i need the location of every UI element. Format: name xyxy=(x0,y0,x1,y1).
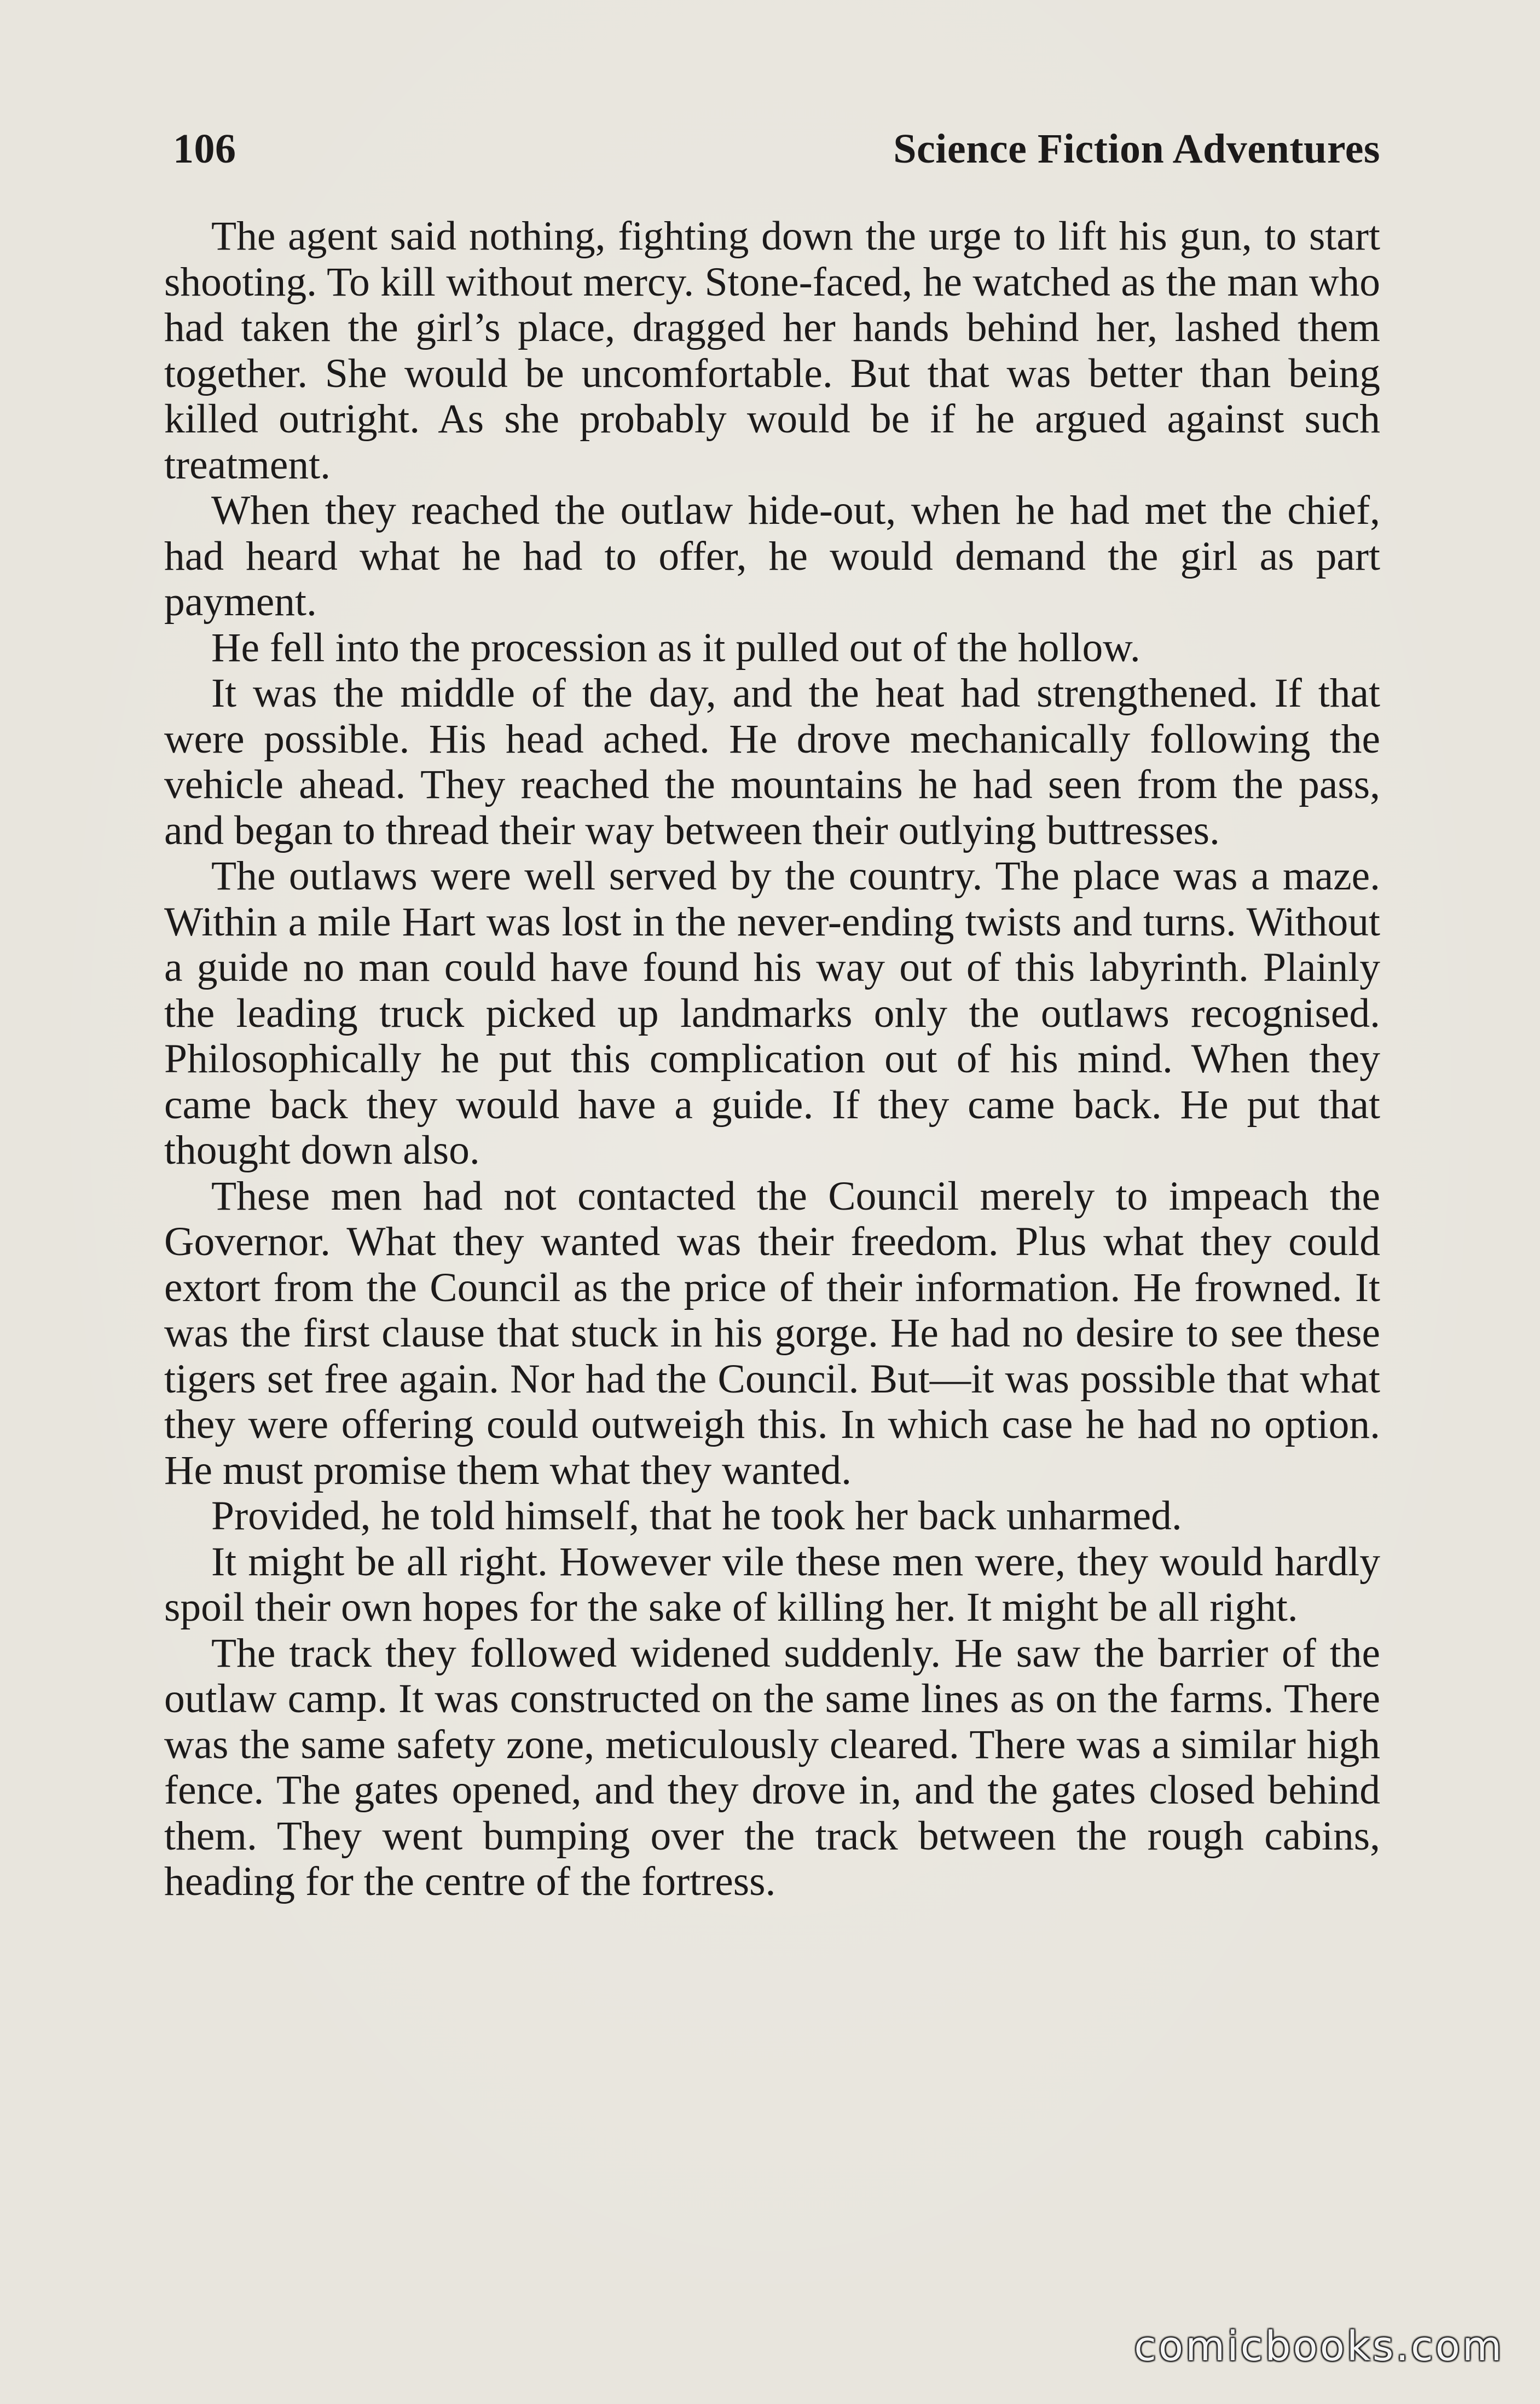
page-number: 106 xyxy=(173,125,236,172)
paragraph: It might be all right. However vile these men were, they would hardly spoil their own hopes for the sake of killing her. It might be all right. xyxy=(164,1539,1380,1630)
paragraph: Provided, he told himself, that he took her back unharmed. xyxy=(211,1493,1182,1539)
paragraph: These men had not contacted the Council merely to impeach the Governor. What they wanted was their freedom. Plus what they could extort from the Council as the price of their information. He frowned. It was the first clause that stuck in his gorge. He had no desire to see these tigers set free again. Nor had the Council. But—it was possible that what they were offering could outweigh this. In which case he had no option. He must promise them what they wanted. xyxy=(164,1173,1380,1493)
paragraph: The agent said nothing, fighting down the urge to lift his gun, to start shooting. To kill without mercy. Stone-faced, he watched as the man who had taken the girl’s place, dragged her hands behind her, lashed them together. She would be uncomfortable. But that was better than being killed outright. As she probably would be if he argued against such treatment. xyxy=(164,213,1380,488)
paragraph: He fell into the procession as it pulled out of the hollow. xyxy=(211,625,1140,671)
magazine-title: Science Fiction Adventures xyxy=(893,125,1380,172)
running-head xyxy=(173,122,1380,176)
watermark: comicbooks.com xyxy=(1134,2323,1504,2370)
paragraph: The track they followed widened suddenly. He saw the barrier of the outlaw camp. It was constructed on the same lines as on the farms. There was the same safety zone, meticulously cleared. There was a similar high fence. The gates opened, and they drove in, and the gates closed behind them. They went bumping over the track between the rough cabins, heading for the centre of the fortress. xyxy=(164,1630,1380,1904)
paragraph: It was the middle of the day, and the heat had strengthened. If that were possible. His head ached. He drove mechanically following the vehicle ahead. They reached the mountains he had seen from the pass, and began to thread their way between their outlying buttresses. xyxy=(164,671,1380,853)
body-text xyxy=(164,213,1380,1905)
paragraph: The outlaws were well served by the country. The place was a maze. Within a mile Hart was lost in the never-ending twists and turns. Without a guide no man could have found his way out of this labyrinth. Plainly the leading truck picked up landmarks only the outlaws recognised. Philosophically he put this complication out of his mind. When they came back they would have a guide. If they came back. He put that thought down also. xyxy=(164,853,1380,1173)
paragraph: When they reached the outlaw hide-out, when he had met the chief, had heard what he had to offer, he would demand the girl as part payment. xyxy=(164,488,1380,625)
